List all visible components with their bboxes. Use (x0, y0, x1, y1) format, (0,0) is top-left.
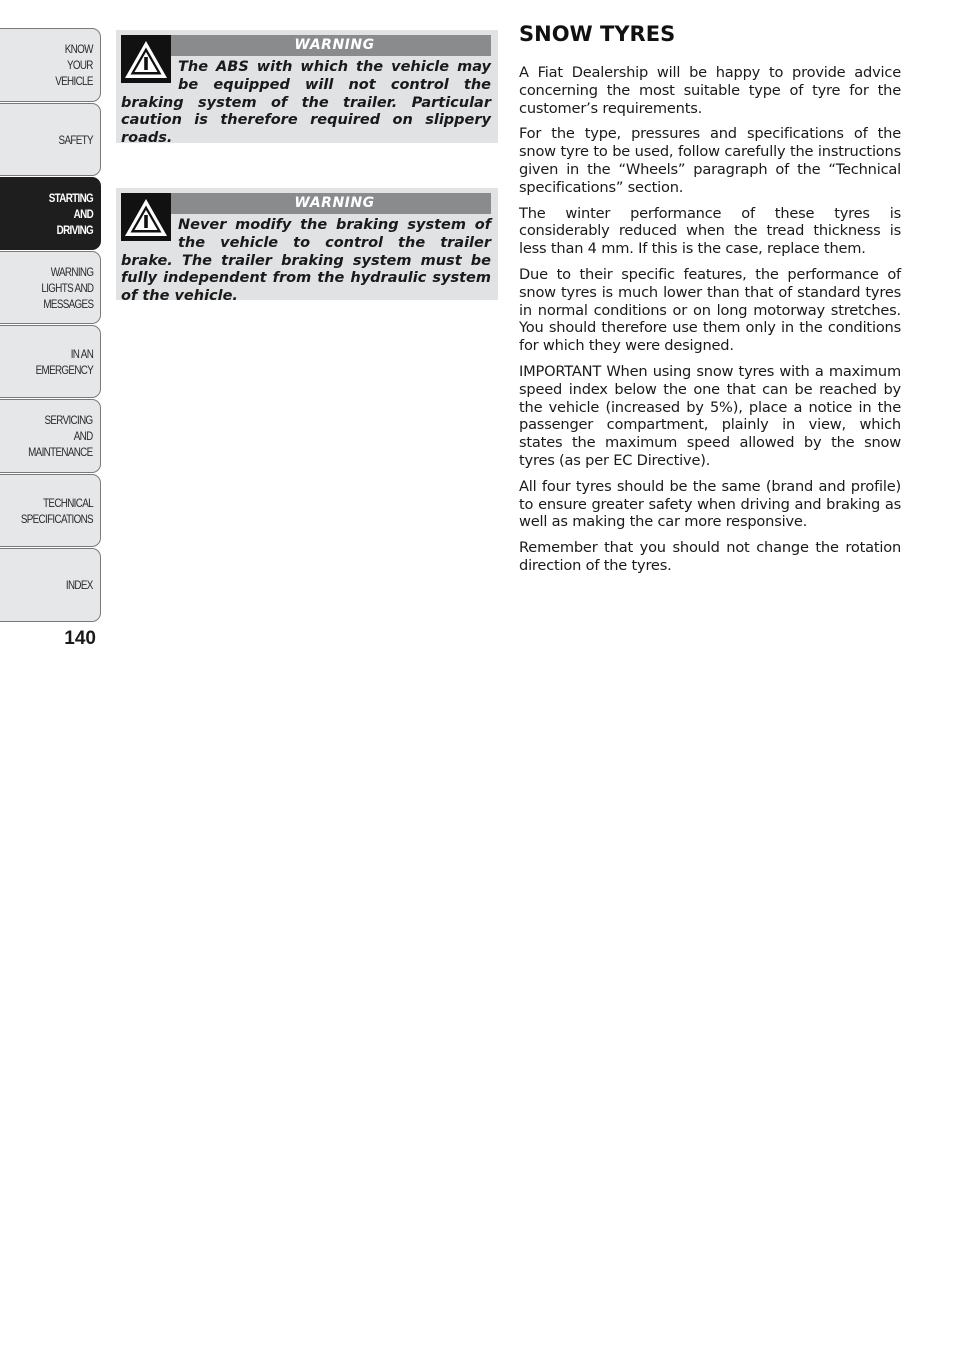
warning-heading: WARNING (121, 193, 491, 214)
tab-index[interactable] (0, 548, 101, 622)
tab-technical-specifications[interactable] (0, 474, 101, 547)
tab-know-your-vehicle[interactable] (0, 28, 101, 102)
warning-triangle-icon (121, 193, 171, 241)
paragraph: Due to their specific features, the performance of snow tyres is much lower than that of standard tyres in normal conditions or on long motorway stretches. You should therefore use them only in the conditions for which they were designed. (519, 265, 901, 355)
warning-triangle-icon (121, 35, 171, 83)
paragraph: Remember that you should not change the rotation direction of the tyres. (519, 539, 901, 574)
chapter-sidebar (0, 28, 101, 623)
paragraph: IMPORTANT When using snow tyres with a maximum speed index below the one that can be reached by the vehicle (increased by 5%), place a notice in the passenger compartment, plainly in view, which states the maximum speed allowed by the snow tyres (as per EC Directive). (519, 362, 901, 469)
tab-in-an-emergency[interactable] (0, 325, 101, 398)
warning-heading: WARNING (121, 35, 491, 56)
tab-safety[interactable] (0, 103, 101, 176)
warning-box-braking-system (116, 188, 498, 305)
warning-box-abs (116, 30, 498, 147)
paragraph: All four tyres should be the same (brand and profile) to ensure greater safety when driving and braking as well as making the car more responsive. (519, 477, 901, 531)
snow-tyres-section (519, 22, 901, 583)
tab-label: SAFETY (58, 132, 93, 147)
tab-warning-lights-and-messages[interactable] (0, 251, 101, 324)
warning-text: The ABS with which the vehicle may be equipped will not control the braking system of the trailer. Particular caution is therefore required on slippery roads. (121, 59, 491, 147)
tab-label: KNOW YOUR VEHICLE (55, 42, 93, 88)
paragraph: For the type, pressures and specifications of the snow tyre to be used, follow carefully the instructions given in the “Wheels” paragraph of the “Technical specifications” section. (519, 125, 901, 196)
page-number: 140 (64, 628, 96, 649)
section-title: SNOW TYRES (519, 22, 676, 46)
tab-servicing-and-maintenance[interactable] (0, 399, 101, 473)
tab-label: SERVICING AND MAINTENANCE (28, 413, 93, 459)
tab-label: TECHNICAL SPECIFICATIONS (20, 495, 93, 526)
warning-text: Never modify the braking system of the vehicle to control the trailer brake. The trailer braking system must be fully independent from the hydraulic system of the vehicle. (121, 217, 491, 305)
tab-label: STARTING AND DRIVING (48, 190, 93, 237)
tab-label: INDEX (66, 578, 93, 592)
tab-label: IN AN EMERGENCY (35, 346, 93, 377)
paragraph: A Fiat Dealership will be happy to provide advice concerning the most suitable type of tyre for the customer’s requirements. (519, 64, 901, 117)
tab-label: WARNING LIGHTS AND MESSAGES (41, 264, 93, 311)
paragraph: The winter performance of these tyres is considerably reduced when the tread thickness is less than 4 mm. If this is the case, replace them. (519, 204, 901, 258)
tab-starting-and-driving[interactable] (0, 177, 101, 250)
